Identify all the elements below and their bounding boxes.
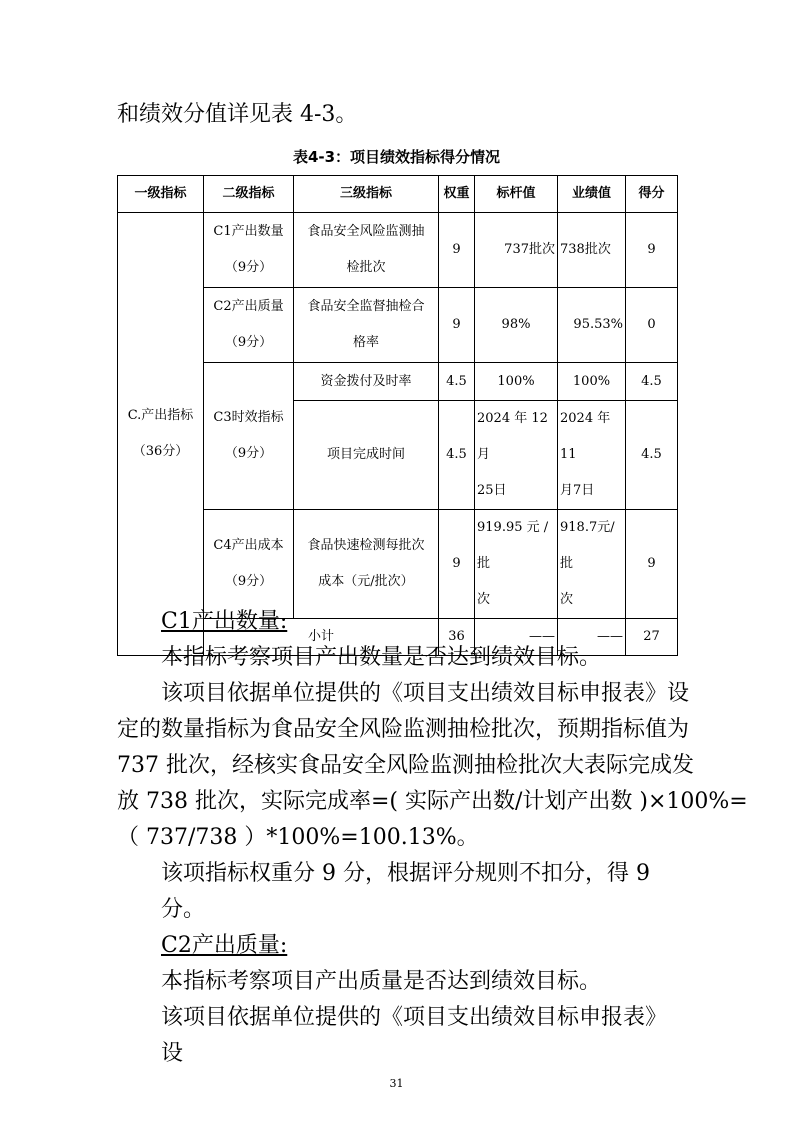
weight-cell: 9 [439,288,475,363]
score-cell: 4.5 [626,401,678,510]
paragraph: 本指标考察项目产出数量是否达到绩效目标。 [161,645,602,670]
benchmark-cell: 919.95 元 / 批 次 [475,510,558,619]
performance-table [117,175,678,656]
performance-cell: 95.53% [558,288,626,363]
table-caption: 表4-3：项目绩效指标得分情况 [292,148,501,166]
header-cell: 三级指标 [294,176,439,213]
level2-cell: C2产出质量 （9分） [204,288,294,363]
score-cell: 9 [626,213,678,288]
benchmark-cell: 737批次 [475,213,558,288]
weight-cell: 9 [439,213,475,288]
header-cell: 标杆值 [475,176,558,213]
score-cell: 0 [626,288,678,363]
weight-cell: 4.5 [439,401,475,510]
level2-cell: C4产出成本 （9分） [204,510,294,619]
heading-c2: C2产出质量: [161,933,288,958]
paragraph-c1-detail: 该项目依据单位提供的《项目支出绩效目标申报表》设 定的数量指标为食品安全风险监测抽检批次，预期指标值为 737 批次，经核实食品安全风险监测抽检批次大表际完成发 放 738 批次，实际完成率=( 实际产出数/计划产出数 )×100%= （ 737/738 ）*100%=100.13%。 [117,681,748,850]
total-label: 小计 [204,619,439,656]
level2-cell: C3时效指标 （9分） [204,363,294,510]
weight-cell: 4.5 [439,363,475,401]
paragraph: 该项指标权重分 9 分，根据评分规则不扣分，得 9 分。 [161,861,650,922]
header-cell: 得分 [626,176,678,213]
performance-cell: 918.7元/批 次 [558,510,626,619]
header-cell: 权重 [439,176,475,213]
section-c1 [117,604,748,1072]
header-cell: 业绩值 [558,176,626,213]
level2-cell: C1产出数量 （9分） [204,213,294,288]
header-cell: 二级指标 [204,176,294,213]
score-cell: 9 [626,510,678,619]
level3-cell: 食品安全风险监测抽 检批次 [294,213,439,288]
total-performance: —— [558,619,626,656]
performance-cell: 2024 年 11 月7日 [558,401,626,510]
header-cell: 一级指标 [118,176,204,213]
paragraph: 该项目依据单位提供的《项目支出绩效目标申报表》设 [161,1005,668,1066]
total-weight: 36 [439,619,475,656]
table-header-row [118,176,678,213]
heading-c1: C1产出数量: [161,609,288,634]
level3-cell: 资金拨付及时率 [294,363,439,401]
level3-cell: 项目完成时间 [294,401,439,510]
weight-cell: 9 [439,510,475,619]
level3-cell: 食品安全监督抽检合 格率 [294,288,439,363]
total-benchmark: —— [475,619,558,656]
performance-cell: 738批次 [558,213,626,288]
page-number: 31 [389,1077,404,1090]
score-cell: 4.5 [626,363,678,401]
benchmark-cell: 98% [475,288,558,363]
benchmark-cell: 2024 年 12 月 25日 [475,401,558,510]
table-row [118,213,678,288]
level3-cell: 食品快速检测每批次 成本（元/批次） [294,510,439,619]
total-score: 27 [626,619,678,656]
level1-cell: C.产出指标 （36分） [118,213,204,656]
lead-text: 和绩效分值详见表 4-3。 [117,102,358,127]
performance-cell: 100% [558,363,626,401]
benchmark-cell: 100% [475,363,558,401]
paragraph: 本指标考察项目产出质量是否达到绩效目标。 [161,969,602,994]
